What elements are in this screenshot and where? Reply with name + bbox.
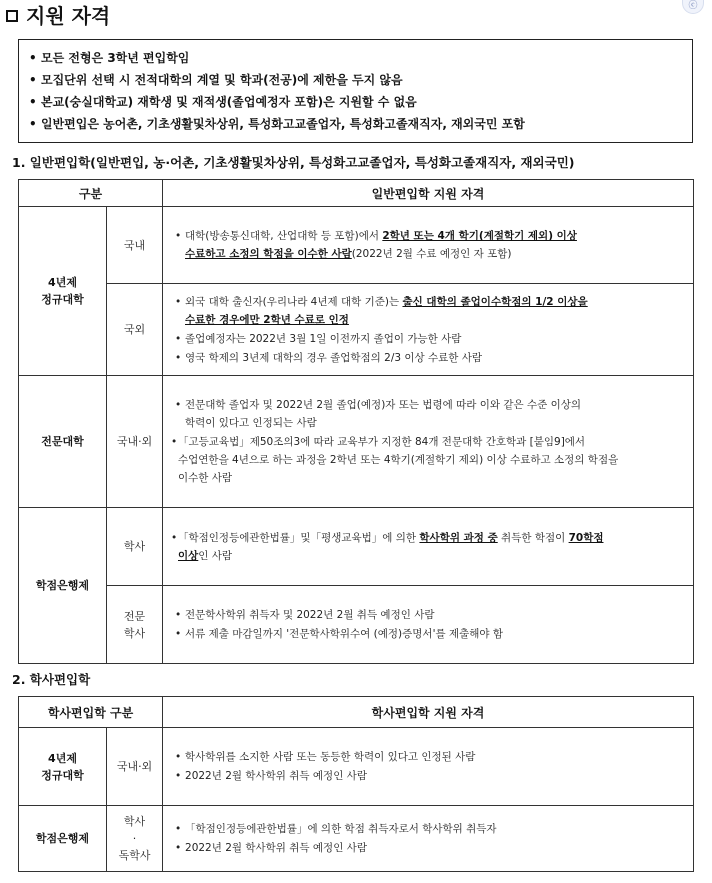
list-item [171, 529, 685, 565]
list-item [171, 293, 685, 329]
subcategory-label: 학사 [123, 626, 146, 640]
qualification-credit-bachelor [163, 508, 694, 586]
text: 외국 대학 출신자(우리나라 4년제 대학 기준)는 [185, 295, 403, 308]
text: 「학점인정등에관한법률」및「평생교육법」에 의한 [178, 531, 420, 544]
list-item: • 전문학사학위 취득자 및 2022년 2월 취득 예정인 사람 [171, 606, 685, 624]
list-item [171, 227, 685, 263]
bachelor-transfer-table [18, 696, 694, 872]
text: 대학(방송통신대학, 산업대학 등 포함)에서 [185, 230, 383, 242]
category-label: 정규대학 [41, 293, 84, 306]
text: 전문대학 졸업자 및 2022년 2월 졸업(예정)자 또는 법령에 따라 이와 같은 수준 이상의 [185, 399, 582, 411]
notice-box [18, 39, 693, 143]
text: 수업연한을 4년으로 하는 과정을 2학년 또는 4학기(계절학기 제외) 이상 수료하고 소정의 학점을 [178, 454, 619, 466]
category-university [19, 207, 107, 376]
notice-item: • 본교(숭실대학교) 재학생 및 재적생(졸업예정자 포함)은 지원할 수 없음 [29, 95, 417, 109]
text: (2022년 2월 수료 예정인 자 포함) [351, 248, 512, 260]
section2-heading: 2. 학사편입학 [12, 672, 91, 687]
list-item: • 서류 제출 마감일까지 '전문학사학위수여 (예정)증명서'를 제출해야 함 [171, 625, 685, 643]
subcategory-associate [107, 586, 163, 664]
page-title [6, 2, 110, 30]
list-item: • 2022년 2월 학사학위 취득 예정인 사람 [171, 839, 685, 857]
emphasis-text: 수료한 경우에만 2학년 수료로 인정 [185, 313, 349, 326]
emphasis-text: 수료하고 소정의 학점을 이수한 사람 [185, 248, 352, 260]
subcategory-label: 독학사 [118, 849, 151, 862]
list-item: • 졸업예정자는 2022년 3월 1일 이전까지 졸업이 가능한 사람 [171, 330, 685, 348]
list-item: • 영국 학제의 3년제 대학의 경우 졸업학점의 2/3 이상 수료한 사람 [171, 349, 685, 367]
subcategory-label: · [132, 832, 137, 845]
qualification-foreign [163, 284, 694, 376]
list-item: • 「학점인정등에관한법률」에 의한 학점 취득자로서 학사학위 취득자 [171, 820, 685, 838]
emphasis-text: 출신 대학의 졸업이수학점의 1/2 이상을 [402, 295, 588, 308]
emphasis-text: 학사학위 과정 중 [419, 531, 498, 544]
text: 취득한 학점이 [497, 531, 569, 544]
table-header-category: 학사편입학 구분 [19, 697, 163, 728]
qualification-bachelor-university [163, 728, 694, 806]
category-college: 전문대학 [19, 376, 107, 508]
qualification-credit-associate [163, 586, 694, 664]
category-label: 4년제 [48, 751, 77, 765]
qualification-domestic [163, 207, 694, 284]
subcategory-domestic-foreign: 국내·외 [107, 376, 163, 508]
table-header-category: 구분 [19, 180, 163, 207]
list-item: • 학사학위를 소지한 사람 또는 동등한 학력이 있다고 인정된 사람 [171, 748, 685, 766]
subcategory-bachelor: 학사 [107, 508, 163, 586]
subcategory-domestic: 국내 [107, 207, 163, 284]
text: 「고등교육법」제50조의3에 따라 교육부가 지정한 84개 전문대학 간호학과 [붙임9]에서 [178, 436, 586, 448]
subcategory-label: 학사 [123, 815, 146, 828]
square-bullet-icon [6, 10, 18, 22]
notice-text: 모집단위 선택 시 전적대학의 계열 및 학과(전공)에 제한을 두지 않음 [41, 73, 403, 87]
text: 인 사람 [198, 549, 233, 562]
subcategory-foreign: 국외 [107, 284, 163, 376]
category-credit-bank: 학점은행제 [19, 806, 107, 872]
general-transfer-table [18, 179, 694, 664]
notice-text: 일반편입은 농어촌, 기초생활및차상위, 특성화고교졸업자, 특성화고졸재직자, 재외국민 포함 [41, 117, 525, 131]
category-university [19, 728, 107, 806]
qualification-bachelor-credit-bank [163, 806, 694, 872]
text: 학력이 있다고 인정되는 사람 [185, 417, 317, 429]
subcategory-label: 전문 [123, 609, 146, 623]
subcategory-domestic-foreign: 국내·외 [107, 728, 163, 806]
table-header-qualification: 일반편입학 지원 자격 [163, 180, 694, 207]
notice-text: 모든 전형은 3학년 편입학임 [41, 51, 190, 65]
qualification-college [163, 376, 694, 508]
corner-widget-icon[interactable]: ⓒ [682, 0, 704, 14]
notice-item: • 일반편입은 농어촌, 기초생활및차상위, 특성화고교졸업자, 특성화고졸재직자, 재외국민 포함 [29, 117, 525, 131]
category-credit-bank: 학점은행제 [19, 508, 107, 664]
list-item: • 2022년 2월 학사학위 취득 예정인 사람 [171, 767, 685, 785]
section1-heading: 1. 일반편입학(일반편입, 농·어촌, 기초생활및차상위, 특성화고교졸업자, 특성화고졸재직자, 재외국민) [12, 155, 575, 170]
category-label: 4년제 [48, 276, 77, 289]
subcategory-bachelor-selfstudy [107, 806, 163, 872]
text: 이수한 사람 [178, 472, 233, 484]
emphasis-text: 이상 [178, 549, 199, 562]
emphasis-text: 2학년 또는 4개 학기(계절학기 제외) 이상 [382, 230, 577, 242]
list-item [171, 433, 685, 487]
list-item [171, 396, 685, 432]
emphasis-text: 70학점 [568, 531, 604, 544]
notice-item: • 모든 전형은 3학년 편입학임 [29, 51, 190, 65]
category-label: 정규대학 [41, 768, 84, 782]
notice-item: • 모집단위 선택 시 전적대학의 계열 및 학과(전공)에 제한을 두지 않음 [29, 73, 403, 87]
table-header-qualification: 학사편입학 지원 자격 [163, 697, 694, 728]
notice-text: 본교(숭실대학교) 재학생 및 재적생(졸업예정자 포함)은 지원할 수 없음 [41, 95, 417, 109]
page-title-text: 지원 자격 [26, 4, 111, 28]
